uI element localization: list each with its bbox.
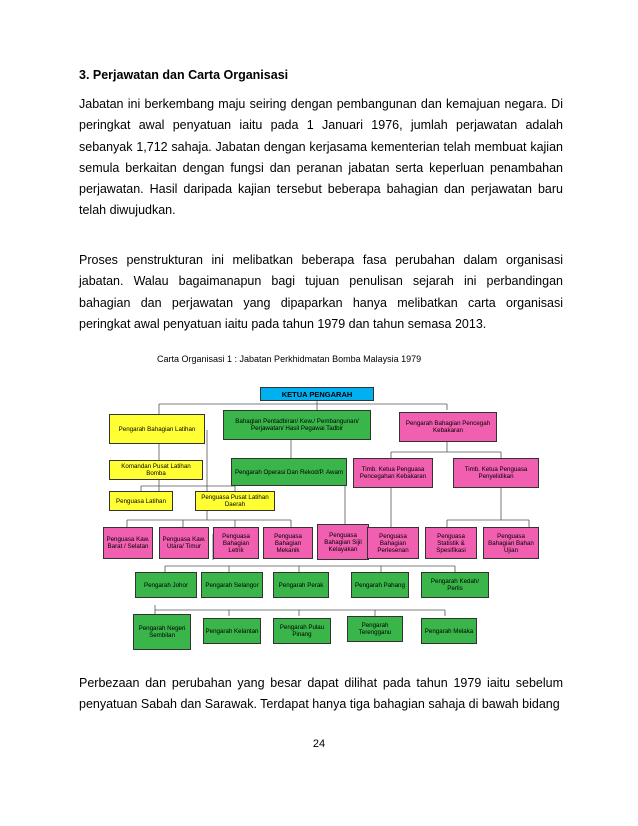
box-penguasa-perlesenan: Penguasa Bahagian Perlesenan (367, 527, 419, 559)
box-pengarah-pulau-pinang: Pengarah Pulau Pinang (273, 618, 331, 644)
box-ketua-pengarah: KETUA PENGARAH (260, 387, 374, 401)
box-pengarah-pahang: Pengarah Pahang (351, 572, 409, 598)
box-penguasa-letrik: Penguasa Bahagian Letrik (213, 527, 259, 559)
org-chart (95, 352, 545, 652)
box-bahagian-pentadbiran: Bahagian Pentadbiran/ Kew./ Pembangunan/ Perjawatan/ Hasil Pegawai Tadbir (223, 410, 371, 440)
box-pengarah-kedah-perlis: Pengarah Kedah/ Perlis (421, 572, 489, 598)
box-pengarah-melaka: Pengarah Melaka (421, 618, 477, 644)
box-penguasa-sijil-kelayakan: Penguasa Bahagian Sijil Kelayakan (317, 524, 369, 560)
page-number: 24 (312, 738, 326, 750)
box-pengarah-negeri-sembilan: Pengarah Negeri Sembilan (133, 614, 191, 650)
box-penguasa-latihan: Penguasa Latihan (109, 491, 173, 511)
paragraph-1: Jabatan ini berkembang maju seiring dengan pembangunan dan kemajuan negara. Di peringkat awal penyatuan iaitu pada 1 Januari 1976, jumlah perjawatan adalah sebanyak 1,712 sahaja. Jabatan dengan kerjasama kementerian telah membuat kajian semula berkaitan dengan fungsi dan peranan jabatan serta keperluan penambahan perjawatan. Hasil daripada kajian tersebut beberapa bahagian dan perjawatan baru telah diwujudkan. (79, 97, 563, 218)
box-penguasa-statistik: Penguasa Statistik & Spesifikasi (425, 527, 477, 559)
paragraph-2: Proses penstrukturan ini melibatkan beberapa fasa perubahan dalam organisasi jabatan. Walau bagaimanapun bagi tujuan penulisan sejarah ini perbandingan bahagian dan perjawatan yang dipaparkan hanya melibatkan carta organisasi peringkat awal penyatuan iaitu pada tahun 1979 dan tahun semasa 2013. (79, 253, 563, 331)
box-penguasa-pusat-daerah: Penguasa Pusat Latihan Daerah (195, 491, 275, 511)
box-timb-penyelidikan: Timb. Ketua Penguasa Penyelidikan (453, 458, 539, 488)
box-penguasa-utara-timur: Penguasa Kaw. Utara/ Timur (159, 527, 209, 559)
box-penguasa-bahan-ujian: Penguasa Bahagian Bahan Ujian (483, 527, 539, 559)
box-timb-pencegahan: Timb. Ketua Penguasa Pencegahan Kebakaran (353, 458, 433, 488)
box-pengarah-kelantan: Pengarah Kelantan (203, 618, 261, 644)
box-pengarah-johor: Pengarah Johor (135, 572, 197, 598)
box-pengarah-selangor: Pengarah Selangor (201, 572, 263, 598)
box-penguasa-barat-selatan: Penguasa Kaw. Barat / Selatan (103, 527, 153, 559)
paragraph-3: Perbezaan dan perubahan yang besar dapat dilihat pada tahun 1979 iaitu sebelum penyatuan Sabah dan Sarawak. Terdapat hanya tiga bahagian sahaja di bawah bidang (79, 676, 563, 712)
section-heading: 3. Perjawatan dan Carta Organisasi (79, 68, 289, 82)
box-pengarah-terengganu: Pengarah Terengganu (347, 616, 403, 642)
box-pengarah-pencegah: Pengarah Bahagian Pencegah Kebakaran (399, 412, 497, 442)
box-pengarah-perak: Pengarah Perak (273, 572, 329, 598)
box-penguasa-mekanik: Penguasa Bahagian Mekanik (263, 527, 313, 559)
box-pengarah-operasi: Pengarah Operasi Dan Rekod/P. Awam (231, 458, 347, 486)
box-pengarah-latihan: Pengarah Bahagian Latihan (109, 414, 205, 444)
org-chart-title: Carta Organisasi 1 : Jabatan Perkhidmatan Bomba Malaysia 1979 (157, 354, 422, 364)
box-komandan-pusat: Komandan Pusat Latihan Bomba (109, 460, 203, 480)
